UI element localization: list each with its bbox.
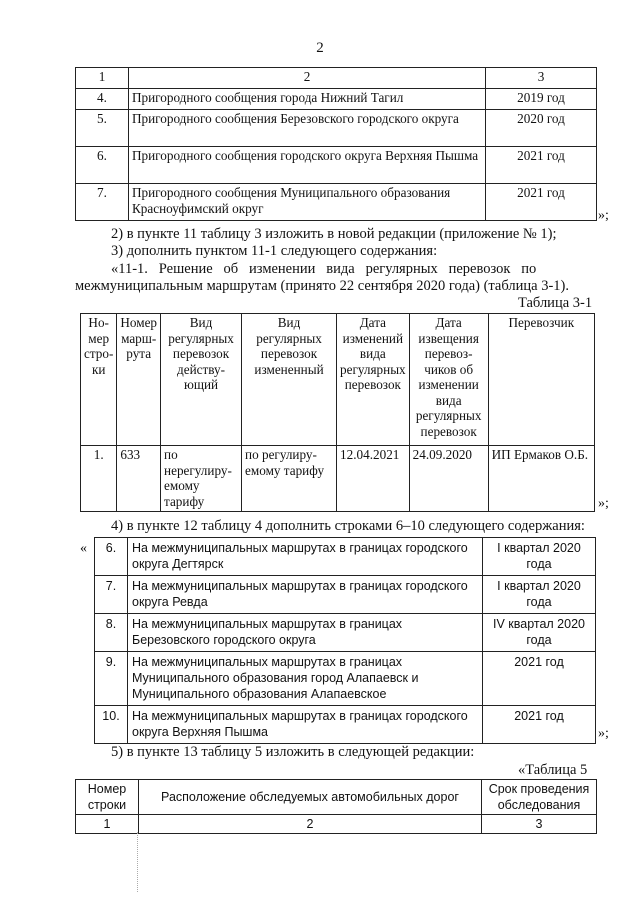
table-3-1 — [80, 313, 595, 512]
paragraph-4: 4) в пункте 12 таблицу 4 дополнить строками 6–10 следующего содержания: — [111, 518, 585, 534]
row-text: На межмуниципальных маршрутах в границах Муниципального образования город Алапаевск и Муниципального образования Алапаевское — [128, 652, 483, 706]
row-number: 10. — [95, 706, 128, 744]
table-3-1-caption: Таблица 3-1 — [518, 295, 593, 311]
row-text: Пригородного сообщения Муниципального образования Красноуфимский округ — [129, 184, 486, 221]
row-number: 5. — [76, 110, 129, 147]
row-year: 2021 год — [486, 147, 597, 184]
faint-divider — [137, 832, 138, 892]
carrier: ИП Ермаков О.Б. — [488, 446, 594, 512]
header-route-number: Номер марш-рута — [117, 314, 161, 446]
table-row — [76, 184, 597, 221]
paragraph-5: 5) в пункте 13 таблицу 5 изложить в следующей редакции: — [111, 744, 475, 760]
row-year: 2020 год — [486, 110, 597, 147]
row-text: На межмуниципальных маршрутах в границах Березовского городского округа — [128, 614, 483, 652]
header-new-type: Вид регулярных перевозок измененный — [242, 314, 337, 446]
new-type: по регулиру-емому тарифу — [242, 446, 337, 512]
row-text: На межмуниципальных маршрутах в границах городского округа Верхняя Пышма — [128, 706, 483, 744]
row-year: 2019 год — [486, 89, 597, 110]
header-cell: 3 — [486, 68, 597, 89]
row-year: 2021 год — [486, 184, 597, 221]
header-survey-deadline: Срок проведения обследования — [482, 780, 597, 815]
paragraph-11-1-line2: межмуниципальным маршрутам (принято 22 сентября 2020 года) (таблица 3-1). — [75, 278, 569, 294]
header-cell: 1 — [76, 68, 129, 89]
current-type: по нерегулиру-емому тарифу — [161, 446, 242, 512]
numbering-cell: 1 — [76, 815, 139, 834]
numbering-cell: 2 — [139, 815, 482, 834]
row-text: Пригородного сообщения города Нижний Тагил — [129, 89, 486, 110]
table-numbering-row — [76, 815, 597, 834]
row-text: Пригородного сообщения городского округа Верхняя Пышма — [129, 147, 486, 184]
header-notice-date: Дата извещения перевоз-чиков об изменении вида регулярных перевозок — [409, 314, 488, 446]
header-row-number: Номер строки — [76, 780, 139, 815]
paragraph-11-1-line1: «11-1. Решение об изменении вида регулярных перевозок по — [111, 261, 537, 277]
notice-date: 24.09.2020 — [409, 446, 488, 512]
row-period: 2021 год — [483, 706, 596, 744]
table-row — [81, 446, 595, 512]
row-period: I квартал 2020 года — [483, 576, 596, 614]
row-text: Пригородного сообщения Березовского городского округа — [129, 110, 486, 147]
row-number: 4. — [76, 89, 129, 110]
opening-quote: « — [80, 541, 87, 556]
table-header-row — [81, 314, 595, 446]
table-row — [95, 538, 596, 576]
table-header-row — [76, 780, 597, 815]
numbering-cell: 3 — [482, 815, 597, 834]
table-row — [95, 614, 596, 652]
table-row — [95, 576, 596, 614]
table-header-row — [76, 68, 597, 89]
page-number: 2 — [316, 40, 324, 56]
header-row-number: Но-мер стро-ки — [81, 314, 117, 446]
paragraph-3: 3) дополнить пунктом 11-1 следующего содержания: — [111, 243, 438, 259]
row-text: На межмуниципальных маршрутах в границах городского округа Дегтярск — [128, 538, 483, 576]
row-text: На межмуниципальных маршрутах в границах городского округа Ревда — [128, 576, 483, 614]
header-change-date: Дата изменений вида регулярных перевозок — [337, 314, 410, 446]
row-period: I квартал 2020 года — [483, 538, 596, 576]
table-row — [76, 89, 597, 110]
row-number: 6. — [76, 147, 129, 184]
table-4-additions — [94, 537, 596, 744]
header-carrier: Перевозчик — [488, 314, 594, 446]
table-5-caption: «Таблица 5 — [518, 762, 588, 778]
header-current-type: Вид регулярных перевозок действу-ющий — [161, 314, 242, 446]
row-number: 7. — [95, 576, 128, 614]
route-number: 633 — [117, 446, 161, 512]
table-row — [76, 110, 597, 147]
row-number: 6. — [95, 538, 128, 576]
change-date: 12.04.2021 — [337, 446, 410, 512]
row-period: IV квартал 2020 года — [483, 614, 596, 652]
header-road-location: Расположение обследуемых автомобильных дорог — [139, 780, 482, 815]
closing-quote: »; — [598, 726, 609, 741]
table-2-continuation — [75, 67, 597, 221]
row-number: 9. — [95, 652, 128, 706]
row-number: 7. — [76, 184, 129, 221]
row-number: 8. — [95, 614, 128, 652]
closing-quote: »; — [598, 208, 609, 223]
row-number: 1. — [81, 446, 117, 512]
paragraph-2: 2) в пункте 11 таблицу 3 изложить в новой редакции (приложение № 1); — [111, 226, 557, 242]
table-row — [95, 706, 596, 744]
table-row — [76, 147, 597, 184]
table-row — [95, 652, 596, 706]
closing-quote: »; — [598, 496, 609, 511]
row-period: 2021 год — [483, 652, 596, 706]
header-cell: 2 — [129, 68, 486, 89]
table-5 — [75, 779, 597, 834]
